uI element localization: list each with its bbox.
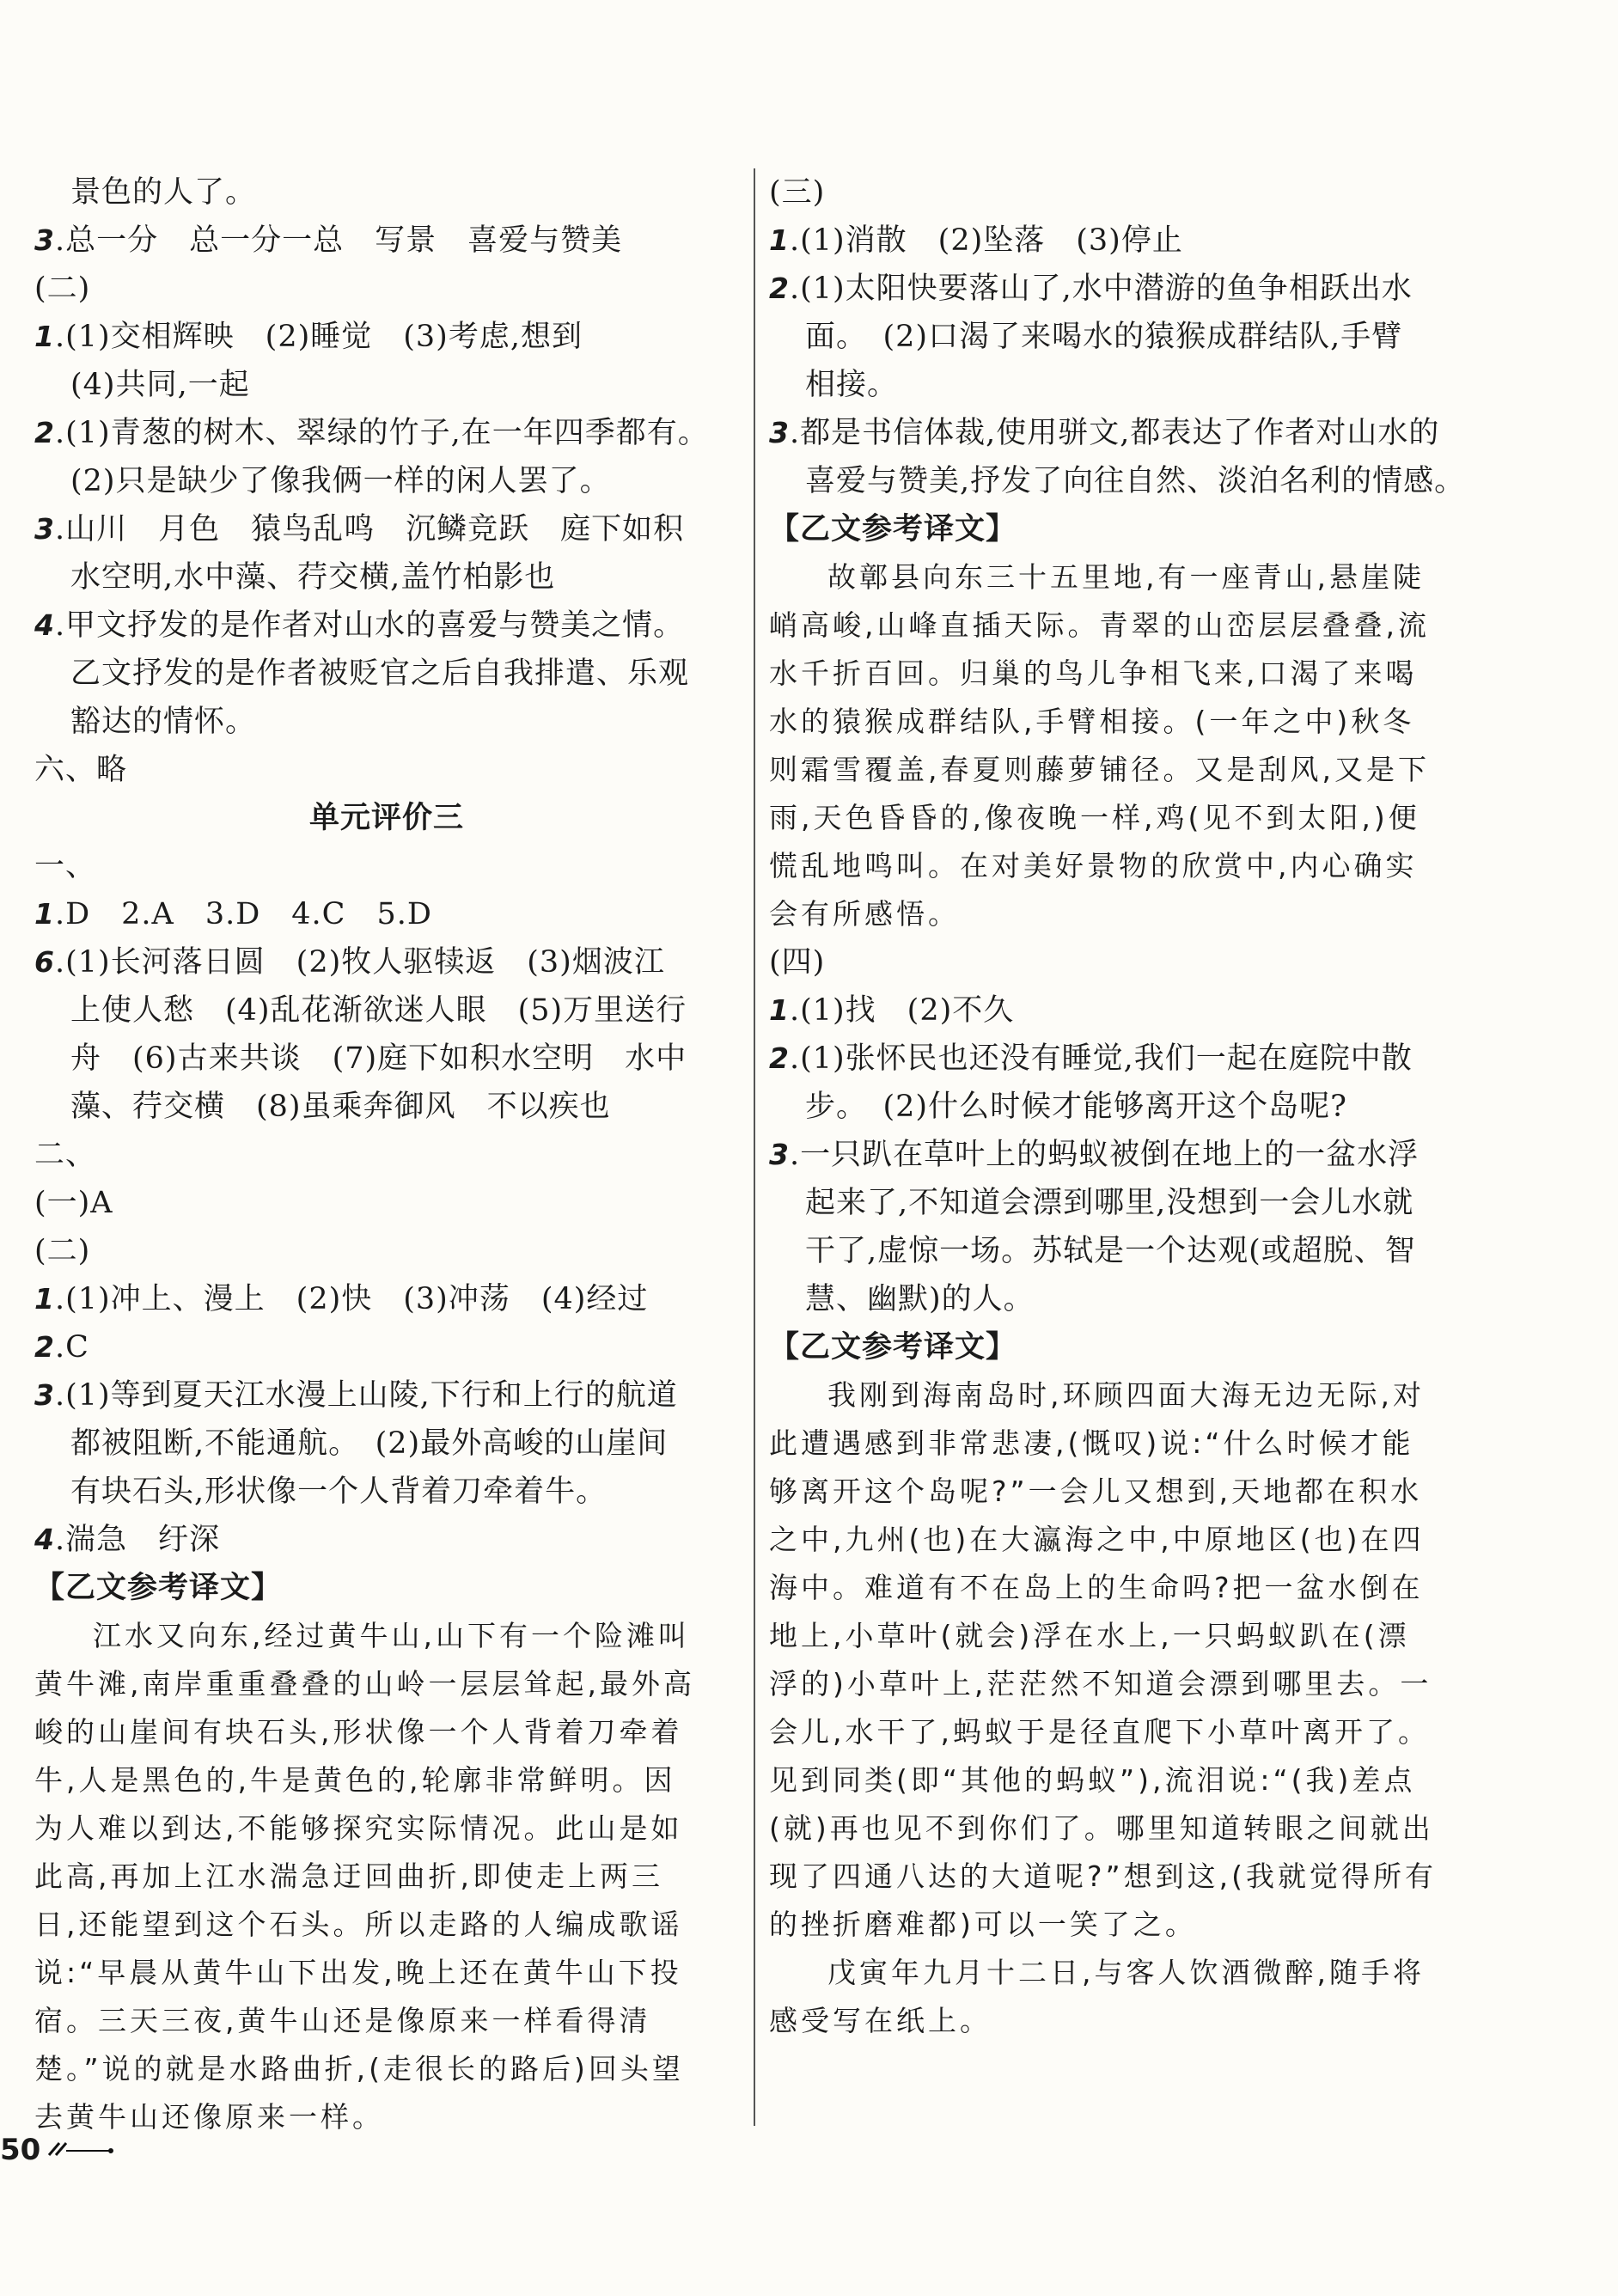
- line-text: 峭高峻,山峰直插天际。青翠的山峦层层叠叠,流: [769, 608, 1430, 642]
- line-text: 楚。”说的就是水路曲折,(走很长的路后)回头望: [34, 2052, 684, 2085]
- line-text: 日,还能望到这个石头。所以走路的人编成歌谣: [34, 1908, 683, 1941]
- line-text: 会有所感悟。: [769, 897, 960, 931]
- question-number: 4: [34, 608, 55, 642]
- right-line: [769, 1756, 1482, 1804]
- line-text: .一只趴在草叶上的蚂蚁被倒在地上的一盆水浮: [789, 1138, 1420, 1172]
- line-text: .(1)找 (2)不久: [789, 993, 1015, 1028]
- question-number: 1: [34, 1282, 55, 1316]
- left-line: [34, 217, 739, 265]
- left-line: [34, 2045, 739, 2093]
- line-text: 单元评价三: [308, 801, 464, 835]
- left-line: [34, 1420, 739, 1468]
- line-text: 戊寅年九月十二日,与客人饮酒微醉,随手将: [827, 1956, 1425, 1989]
- line-text: .(1)等到夏天江水漫上山陵,下行和上行的航道: [54, 1378, 678, 1413]
- line-text: 我刚到海南岛时,环顾四面大海无边无际,对: [827, 1378, 1425, 1412]
- line-text: .山川 月色 猿鸟乱鸣 沉鳞竞跃 庭下如积: [54, 512, 685, 547]
- left-line: [34, 1468, 739, 1516]
- line-text: 地上,小草叶(就会)浮在水上,一只蚂蚁趴在(漂: [769, 1619, 1410, 1652]
- left-line: [34, 842, 739, 890]
- right-line: [769, 938, 1482, 986]
- line-text: 乙文抒发的是作者被贬官之后自我排遣、乐观: [70, 656, 690, 691]
- right-line: [769, 168, 1482, 217]
- line-text: 此高,再加上江水湍急迂回曲折,即使走上两三: [34, 1859, 663, 1893]
- right-line: [769, 1035, 1482, 1083]
- line-text: .C: [54, 1330, 89, 1365]
- line-text: 江水又向东,经过黄牛山,山下有一个险滩叫: [93, 1619, 690, 1652]
- left-line: [34, 1804, 739, 1853]
- left-line: [34, 1516, 739, 1564]
- question-number: 2: [34, 1330, 55, 1364]
- left-column: [34, 168, 739, 2141]
- left-line: [34, 1083, 739, 1131]
- question-number: 3: [34, 1378, 55, 1412]
- left-line: [34, 986, 739, 1035]
- line-text: 浮的)小草叶上,茫茫然不知道会漂到哪里去。一: [769, 1667, 1432, 1701]
- line-text: 故鄣县向东三十五里地,有一座青山,悬崖陡: [827, 560, 1425, 594]
- left-line: [34, 553, 739, 601]
- left-line: [34, 1275, 739, 1323]
- left-line: [34, 1612, 739, 1660]
- line-text: 去黄牛山还像原来一样。: [34, 2100, 384, 2134]
- line-text: 有块石头,形状像一个人背着刀牵着牛。: [70, 1475, 608, 1509]
- left-line: [34, 1853, 739, 1901]
- line-text: 峻的山崖间有块石头,形状像一个人背着刀牵着: [34, 1715, 683, 1749]
- right-line: [769, 1083, 1482, 1131]
- left-line: [34, 601, 739, 650]
- line-text: 此遭遇感到非常悲凄,(慨叹)说:“什么时候才能: [769, 1426, 1414, 1460]
- right-line: [769, 1949, 1482, 1997]
- right-line: [769, 1660, 1482, 1708]
- right-line: [769, 409, 1482, 457]
- left-line: [34, 1227, 739, 1275]
- line-text: 够离开这个岛呢?”一会儿又想到,天地都在积水: [769, 1475, 1423, 1508]
- line-text: (二): [34, 272, 91, 306]
- left-line: [34, 1901, 739, 1949]
- left-line: [34, 2093, 739, 2141]
- left-line: [34, 457, 739, 505]
- line-text: 一、: [34, 849, 97, 883]
- left-line: [34, 313, 739, 361]
- line-text: 慌乱地鸣叫。在对美好景物的欣赏中,内心确实: [769, 849, 1418, 882]
- right-line: [769, 1179, 1482, 1227]
- right-line: [769, 1564, 1482, 1612]
- line-text: (就)再也见不到你们了。哪里知道转眼之间就出: [769, 1811, 1434, 1845]
- question-number: 1: [769, 223, 790, 257]
- left-line: [34, 746, 739, 794]
- left-line: [34, 361, 739, 409]
- line-text: .湍急 纡深: [54, 1523, 221, 1557]
- line-text: 干了,虚惊一场。苏轼是一个达观(或超脱、智: [805, 1234, 1416, 1268]
- line-text: 面。 (2)口渴了来喝水的猿猴成群结队,手臂: [805, 320, 1403, 354]
- left-line: [34, 890, 739, 938]
- left-line: [34, 1323, 739, 1371]
- line-text: 【乙文参考译文】: [769, 512, 1017, 547]
- right-line: [769, 1612, 1482, 1660]
- right-line: [769, 505, 1482, 553]
- line-text: 喜爱与赞美,抒发了向往自然、淡泊名利的情感。: [805, 464, 1466, 498]
- right-column: [769, 168, 1482, 2045]
- line-text: 说:“早晨从黄牛山下出发,晚上还在黄牛山下投: [34, 1956, 682, 1989]
- line-text: .D 2.A 3.D 4.C 5.D: [54, 897, 432, 931]
- right-line: [769, 794, 1482, 842]
- left-line: [34, 409, 739, 457]
- question-number: 1: [769, 993, 790, 1027]
- line-text: (三): [769, 175, 826, 210]
- line-text: 水空明,水中藻、荇交横,盖竹柏影也: [70, 560, 556, 595]
- right-line: [769, 1997, 1482, 2045]
- right-line: [769, 361, 1482, 409]
- left-line: [34, 698, 739, 746]
- left-line: [34, 1131, 739, 1179]
- line-text: 会儿,水干了,蚂蚁于是径直爬下小草叶离开了。: [769, 1715, 1430, 1749]
- line-text: 为人难以到达,不能够探究实际情况。此山是如: [34, 1811, 683, 1845]
- right-line: [769, 1131, 1482, 1179]
- line-text: 慧、幽默)的人。: [805, 1282, 1035, 1316]
- left-line: [34, 168, 739, 217]
- right-line: [769, 1804, 1482, 1853]
- line-text: 相接。: [805, 368, 899, 402]
- right-line: [769, 1468, 1482, 1516]
- line-text: (一)A: [34, 1186, 113, 1220]
- right-line: [769, 986, 1482, 1035]
- right-line: [769, 1708, 1482, 1756]
- left-line: [34, 1660, 739, 1708]
- right-line: [769, 265, 1482, 313]
- line-text: 则霜雪覆盖,春夏则藤萝铺径。又是刮风,又是下: [769, 753, 1430, 786]
- question-number: 2: [769, 1041, 790, 1075]
- line-text: .(1)交相辉映 (2)睡觉 (3)考虑,想到: [54, 320, 583, 354]
- left-line: [34, 938, 739, 986]
- line-text: 现了四通八达的大道呢?”想到这,(我就觉得所有: [769, 1859, 1437, 1893]
- left-line: [34, 1564, 739, 1612]
- right-line: [769, 1323, 1482, 1371]
- right-line: [769, 553, 1482, 601]
- page-number: 50: [0, 2133, 41, 2167]
- question-number: 2: [34, 416, 55, 449]
- right-line: [769, 890, 1482, 938]
- right-line: [769, 1371, 1482, 1420]
- right-line: [769, 650, 1482, 698]
- left-line: [34, 1756, 739, 1804]
- right-line: [769, 1516, 1482, 1564]
- line-text: 【乙文参考译文】: [769, 1330, 1017, 1365]
- line-text: .(1)冲上、漫上 (2)快 (3)冲荡 (4)经过: [54, 1282, 649, 1316]
- line-text: 舟 (6)古来共谈 (7)庭下如积水空明 水中: [70, 1041, 687, 1076]
- line-text: 二、: [34, 1138, 97, 1172]
- line-text: (二): [34, 1234, 91, 1268]
- footer-swoosh-icon: [47, 2140, 116, 2159]
- right-line: [769, 457, 1482, 505]
- right-line: [769, 601, 1482, 650]
- line-text: 豁达的情怀。: [70, 705, 257, 739]
- right-line: [769, 217, 1482, 265]
- left-line: [34, 1949, 739, 1997]
- right-line: [769, 1420, 1482, 1468]
- line-text: 景色的人了。: [70, 175, 257, 210]
- line-text: 上使人愁 (4)乱花渐欲迷人眼 (5)万里送行: [70, 993, 687, 1028]
- line-text: 【乙文参考译文】: [34, 1571, 283, 1605]
- left-line: [34, 650, 739, 698]
- left-line: [34, 265, 739, 313]
- line-text: .(1)张怀民也还没有睡觉,我们一起在庭院中散: [789, 1041, 1413, 1076]
- right-line: [769, 1275, 1482, 1323]
- line-text: .(1)长河落日圆 (2)牧人驱犊返 (3)烟波江: [54, 945, 665, 980]
- line-text: (四): [769, 945, 826, 980]
- left-line: [34, 505, 739, 553]
- left-line: [34, 1997, 739, 2045]
- right-line: [769, 1901, 1482, 1949]
- right-line: [769, 1853, 1482, 1901]
- line-text: .(1)太阳快要落山了,水中潜游的鱼争相跃出水: [789, 272, 1413, 306]
- question-number: 2: [769, 272, 790, 305]
- line-text: 起来了,不知道会漂到哪里,没想到一会儿水就: [805, 1186, 1414, 1220]
- line-text: 水的猿猴成群结队,手臂相接。(一年之中)秋冬: [769, 705, 1415, 738]
- right-line: [769, 313, 1482, 361]
- line-text: 的挫折磨难都)可以一笑了之。: [769, 1908, 1197, 1941]
- line-text: 都被阻断,不能通航。 (2)最外高峻的山崖间: [70, 1426, 669, 1461]
- line-text: .甲文抒发的是作者对山水的喜爱与赞美之情。: [54, 608, 685, 643]
- line-text: 六、略: [34, 753, 128, 787]
- line-text: 见到同类(即“其他的蚂蚁”),流泪说:“(我)差点: [769, 1763, 1416, 1797]
- column-divider: [754, 168, 755, 2126]
- line-text: .(1)消散 (2)坠落 (3)停止: [789, 223, 1183, 258]
- line-text: 黄牛滩,南岸重重叠叠的山岭一层层耸起,最外高: [34, 1667, 695, 1701]
- line-text: .总一分 总一分一总 写景 喜爱与赞美: [54, 223, 623, 258]
- line-text: 感受写在纸上。: [769, 2004, 992, 2037]
- right-line: [769, 746, 1482, 794]
- line-text: 之中,九州(也)在大瀛海之中,中原地区(也)在四: [769, 1523, 1425, 1556]
- question-number: 3: [34, 223, 55, 257]
- left-line: [34, 1035, 739, 1083]
- question-number: 3: [769, 416, 790, 449]
- line-text: (2)只是缺少了像我俩一样的闲人罢了。: [70, 464, 611, 498]
- line-text: 雨,天色昏昏的,像夜晚一样,鸡(见不到太阳,)便: [769, 801, 1420, 834]
- question-number: 1: [34, 897, 55, 931]
- right-line: [769, 1227, 1482, 1275]
- line-text: 牛,人是黑色的,牛是黄色的,轮廓非常鲜明。因: [34, 1763, 676, 1797]
- left-line: [34, 794, 739, 842]
- line-text: 宿。三天三夜,黄牛山还是像原来一样看得清: [34, 2004, 651, 2037]
- question-number: 1: [34, 320, 55, 353]
- left-line: [34, 1371, 739, 1420]
- question-number: 6: [34, 945, 55, 979]
- right-line: [769, 842, 1482, 890]
- line-text: .都是书信体裁,使用骈文,都表达了作者对山水的: [789, 416, 1440, 450]
- question-number: 4: [34, 1523, 55, 1556]
- line-text: (4)共同,一起: [70, 368, 250, 402]
- question-number: 3: [34, 512, 55, 546]
- line-text: 步。 (2)什么时候才能够离开这个岛呢?: [805, 1090, 1347, 1124]
- line-text: 海中。难道有不在岛上的生命吗?把一盆水倒在: [769, 1571, 1424, 1604]
- line-text: 藻、荇交横 (8)虽乘奔御风 不以疾也: [70, 1090, 611, 1124]
- line-text: 水千折百回。归巢的鸟儿争相飞来,口渴了来喝: [769, 656, 1418, 690]
- line-text: .(1)青葱的树木、翠绿的竹子,在一年四季都有。: [54, 416, 709, 450]
- left-line: [34, 1179, 739, 1227]
- question-number: 3: [769, 1138, 790, 1171]
- left-line: [34, 1708, 739, 1756]
- right-line: [769, 698, 1482, 746]
